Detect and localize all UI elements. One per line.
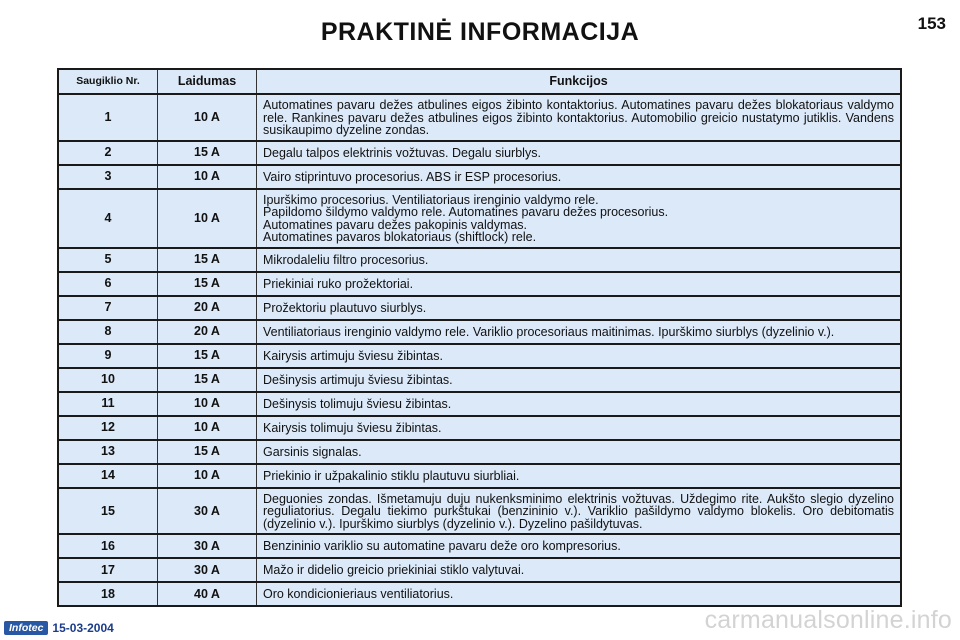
table-row (58, 344, 901, 368)
functions-cell: Prožektoriu plautuvo siurblys. (257, 296, 902, 320)
fuse-number-cell: 15 (58, 488, 158, 535)
table-header-row (58, 69, 901, 94)
functions-cell: Vairo stiprintuvo procesorius. ABS ir ESP procesorius. (257, 165, 902, 189)
amperage-cell: 10 A (158, 94, 257, 141)
functions-cell: Ipurškimo procesorius. Ventiliatoriaus irenginio valdymo rele. Papildomo šildymo valdymo rele. Automatines pavaru dežes procesorius. Automatines pavaru dežes pakopinis valdymas. Automatines pavaros blokatoriaus (shiftlock) rele. (257, 189, 902, 248)
fuse-number-cell: 7 (58, 296, 158, 320)
table-row (58, 534, 901, 558)
footer-date: 15-03-2004 (52, 621, 114, 635)
table-row (58, 320, 901, 344)
header-functions: Funkcijos (257, 69, 902, 94)
fuse-number-cell: 4 (58, 189, 158, 248)
header-amperage: Laidumas (158, 69, 257, 94)
table-row (58, 248, 901, 272)
functions-cell: Dešinysis tolimuju šviesu žibintas. (257, 392, 902, 416)
header-fuse-number: Saugiklio Nr. (58, 69, 158, 94)
amperage-cell: 15 A (158, 440, 257, 464)
fuse-number-cell: 16 (58, 534, 158, 558)
fuse-number-cell: 3 (58, 165, 158, 189)
functions-cell: Mažo ir didelio greicio priekiniai stiklo valytuvai. (257, 558, 902, 582)
amperage-cell: 30 A (158, 488, 257, 535)
page-title: PRAKTINĖ INFORMACIJA (320, 18, 640, 46)
table-body (58, 94, 901, 606)
fuse-number-cell: 18 (58, 582, 158, 606)
amperage-cell: 40 A (158, 582, 257, 606)
amperage-cell: 15 A (158, 344, 257, 368)
table-row (58, 165, 901, 189)
table-row (58, 416, 901, 440)
table-row (58, 141, 901, 165)
table-row (58, 189, 901, 248)
functions-cell: Kairysis artimuju šviesu žibintas. (257, 344, 902, 368)
functions-cell: Ventiliatoriaus irenginio valdymo rele. Variklio procesoriaus maitinimas. Ipurškimo siurblys (dyzelinio v.). (257, 320, 902, 344)
functions-cell: Automatines pavaru dežes atbulines eigos žibinto kontaktorius. Automatines pavaru dežes blokatoriaus valdymo rele. Rankines pavaru dežes atbulines eigos žibinto kontaktorius. Automobilio greicio nustatymo jutiklis. Vandens susikaupimo dyzeline zondas. (257, 94, 902, 141)
amperage-cell: 30 A (158, 534, 257, 558)
fuse-number-cell: 2 (58, 141, 158, 165)
functions-cell: Mikrodaleliu filtro procesorius. (257, 248, 902, 272)
table-row (58, 488, 901, 535)
fuse-number-cell: 10 (58, 368, 158, 392)
table-row (58, 558, 901, 582)
amperage-cell: 15 A (158, 368, 257, 392)
amperage-cell: 10 A (158, 392, 257, 416)
table-row (58, 464, 901, 488)
table-row (58, 368, 901, 392)
table-row (58, 296, 901, 320)
fuse-number-cell: 6 (58, 272, 158, 296)
amperage-cell: 30 A (158, 558, 257, 582)
fuse-number-cell: 9 (58, 344, 158, 368)
functions-cell: Deguonies zondas. Išmetamuju duju nukenksminimo elektrinis vožtuvas. Uždegimo rite. Aukšto slegio dyzelino reguliatorius. Degalu tiekimo purkštukai (benzininio v.). Variklio pašildymo valdymo blokelis. Oro debitomatis (dyzelinio v.). Ipurškimo siurblys (dyzelinio v.). Dyzelino pašildytuvas. (257, 488, 902, 535)
functions-cell: Benzininio variklio su automatine pavaru deže oro kompresorius. (257, 534, 902, 558)
fuse-table (57, 68, 902, 607)
amperage-cell: 10 A (158, 464, 257, 488)
footer (4, 621, 114, 635)
fuse-number-cell: 8 (58, 320, 158, 344)
table-row (58, 582, 901, 606)
amperage-cell: 20 A (158, 296, 257, 320)
amperage-cell: 10 A (158, 416, 257, 440)
fuse-number-cell: 11 (58, 392, 158, 416)
table-row (58, 440, 901, 464)
fuse-number-cell: 1 (58, 94, 158, 141)
table-row (58, 272, 901, 296)
functions-cell: Dešinysis artimuju šviesu žibintas. (257, 368, 902, 392)
functions-cell: Kairysis tolimuju šviesu žibintas. (257, 416, 902, 440)
amperage-cell: 15 A (158, 272, 257, 296)
fuse-number-cell: 17 (58, 558, 158, 582)
watermark: carmanualsonline.info (704, 606, 952, 634)
table-row (58, 392, 901, 416)
fuse-number-cell: 12 (58, 416, 158, 440)
amperage-cell: 10 A (158, 165, 257, 189)
amperage-cell: 15 A (158, 248, 257, 272)
amperage-cell: 15 A (158, 141, 257, 165)
table-row (58, 94, 901, 141)
functions-cell: Priekiniai ruko prožektoriai. (257, 272, 902, 296)
fuse-number-cell: 13 (58, 440, 158, 464)
infotec-logo: Infotec (4, 621, 48, 635)
functions-cell: Oro kondicionieriaus ventiliatorius. (257, 582, 902, 606)
functions-cell: Garsinis signalas. (257, 440, 902, 464)
amperage-cell: 10 A (158, 189, 257, 248)
fuse-number-cell: 14 (58, 464, 158, 488)
fuse-number-cell: 5 (58, 248, 158, 272)
functions-cell: Priekinio ir užpakalinio stiklu plautuvu siurbliai. (257, 464, 902, 488)
functions-cell: Degalu talpos elektrinis vožtuvas. Degalu siurblys. (257, 141, 902, 165)
page-number: 153 (917, 14, 946, 33)
amperage-cell: 20 A (158, 320, 257, 344)
